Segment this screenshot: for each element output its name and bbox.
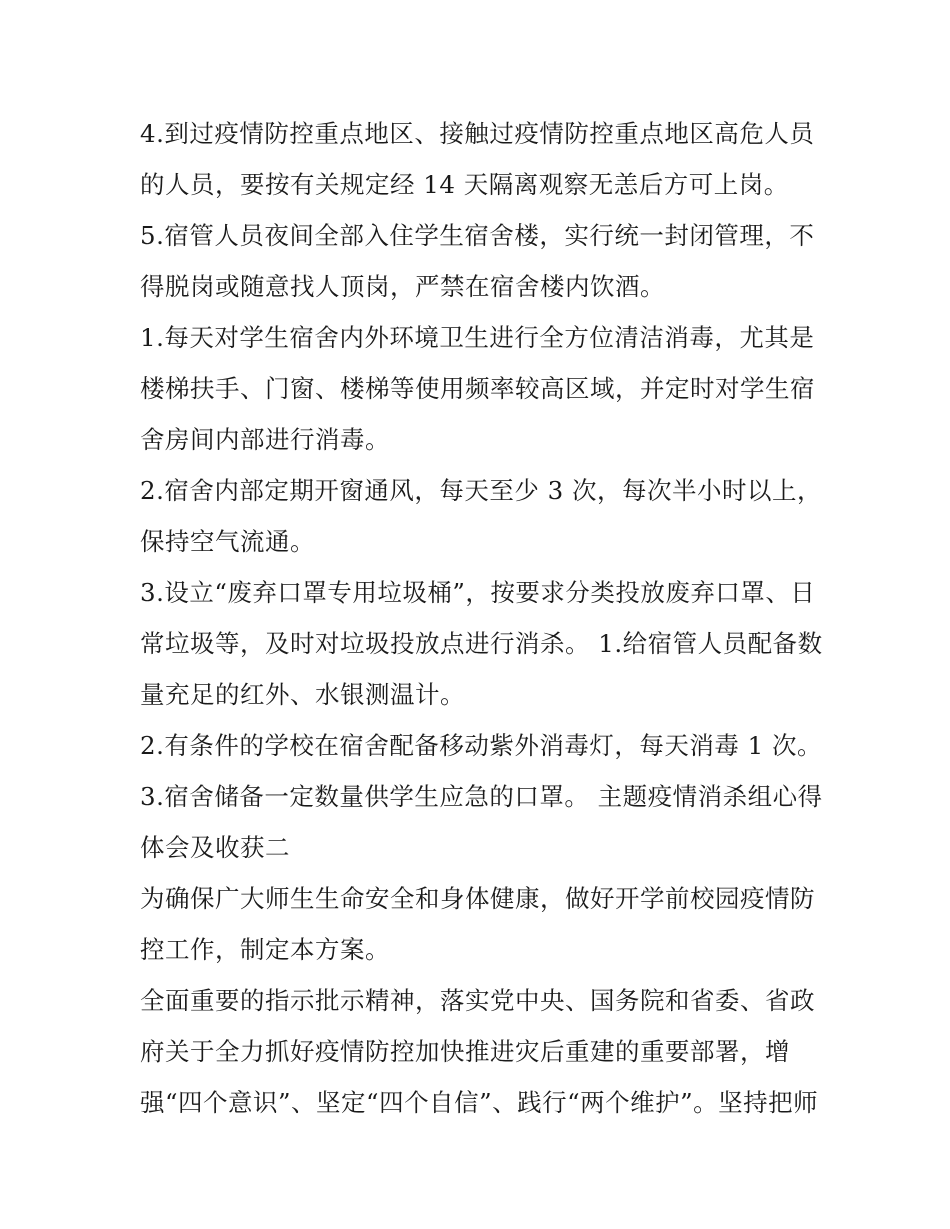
text-line: 强“四个意识”、坚定“四个自信”、践行“两个维护”。坚持把师 (140, 1088, 819, 1117)
text-line: 3.宿舍储备一定数量供学生应急的口罩。 主题疫情消杀组心得 (140, 782, 823, 811)
text-line: 保持空气流通。 (140, 527, 315, 556)
text-line: 常垃圾等，及时对垃圾投放点进行消杀。 1.给宿管人员配备数 (140, 629, 823, 658)
text-line: 楼梯扶手、门窗、楼梯等使用频率较高区域，并定时对学生宿 (140, 374, 815, 403)
text-line: 2.有条件的学校在宿舍配备移动紫外消毒灯，每天消毒 1 次。 (140, 731, 823, 760)
text-line: 1.每天对学生宿舍内外环境卫生进行全方位清洁消毒，尤其是 (140, 323, 815, 352)
text-line: 全面重要的指示批示精神，落实党中央、国务院和省委、省政 (140, 986, 815, 1015)
text-line: 得脱岗或随意找人顶岗，严禁在宿舍楼内饮酒。 (140, 272, 665, 301)
text-line: 府关于全力抓好疫情防控加快推进灾后重建的重要部署，增 (140, 1037, 790, 1066)
text-line: 4.到过疫情防控重点地区、接触过疫情防控重点地区高危人员 (140, 119, 815, 148)
text-line: 舍房间内部进行消毒。 (140, 425, 390, 454)
document-body (140, 108, 823, 1128)
text-line: 控工作，制定本方案。 (140, 935, 390, 964)
text-line: 5.宿管人员夜间全部入住学生宿舍楼，实行统一封闭管理，不 (140, 221, 815, 250)
text-line: 为确保广大师生生命安全和身体健康，做好开学前校园疫情防 (140, 884, 815, 913)
text-line: 量充足的红外、水银测温计。 (140, 680, 465, 709)
text-line: 体会及收获二 (140, 833, 290, 862)
text-line: 2.宿舍内部定期开窗通风，每天至少 3 次，每次半小时以上， (140, 476, 823, 505)
text-line: 的人员，要按有关规定经 14 天隔离观察无恙后方可上岗。 (140, 170, 789, 199)
text-line: 3.设立“废弃口罩专用垃圾桶”，按要求分类投放废弃口罩、日 (140, 578, 816, 607)
